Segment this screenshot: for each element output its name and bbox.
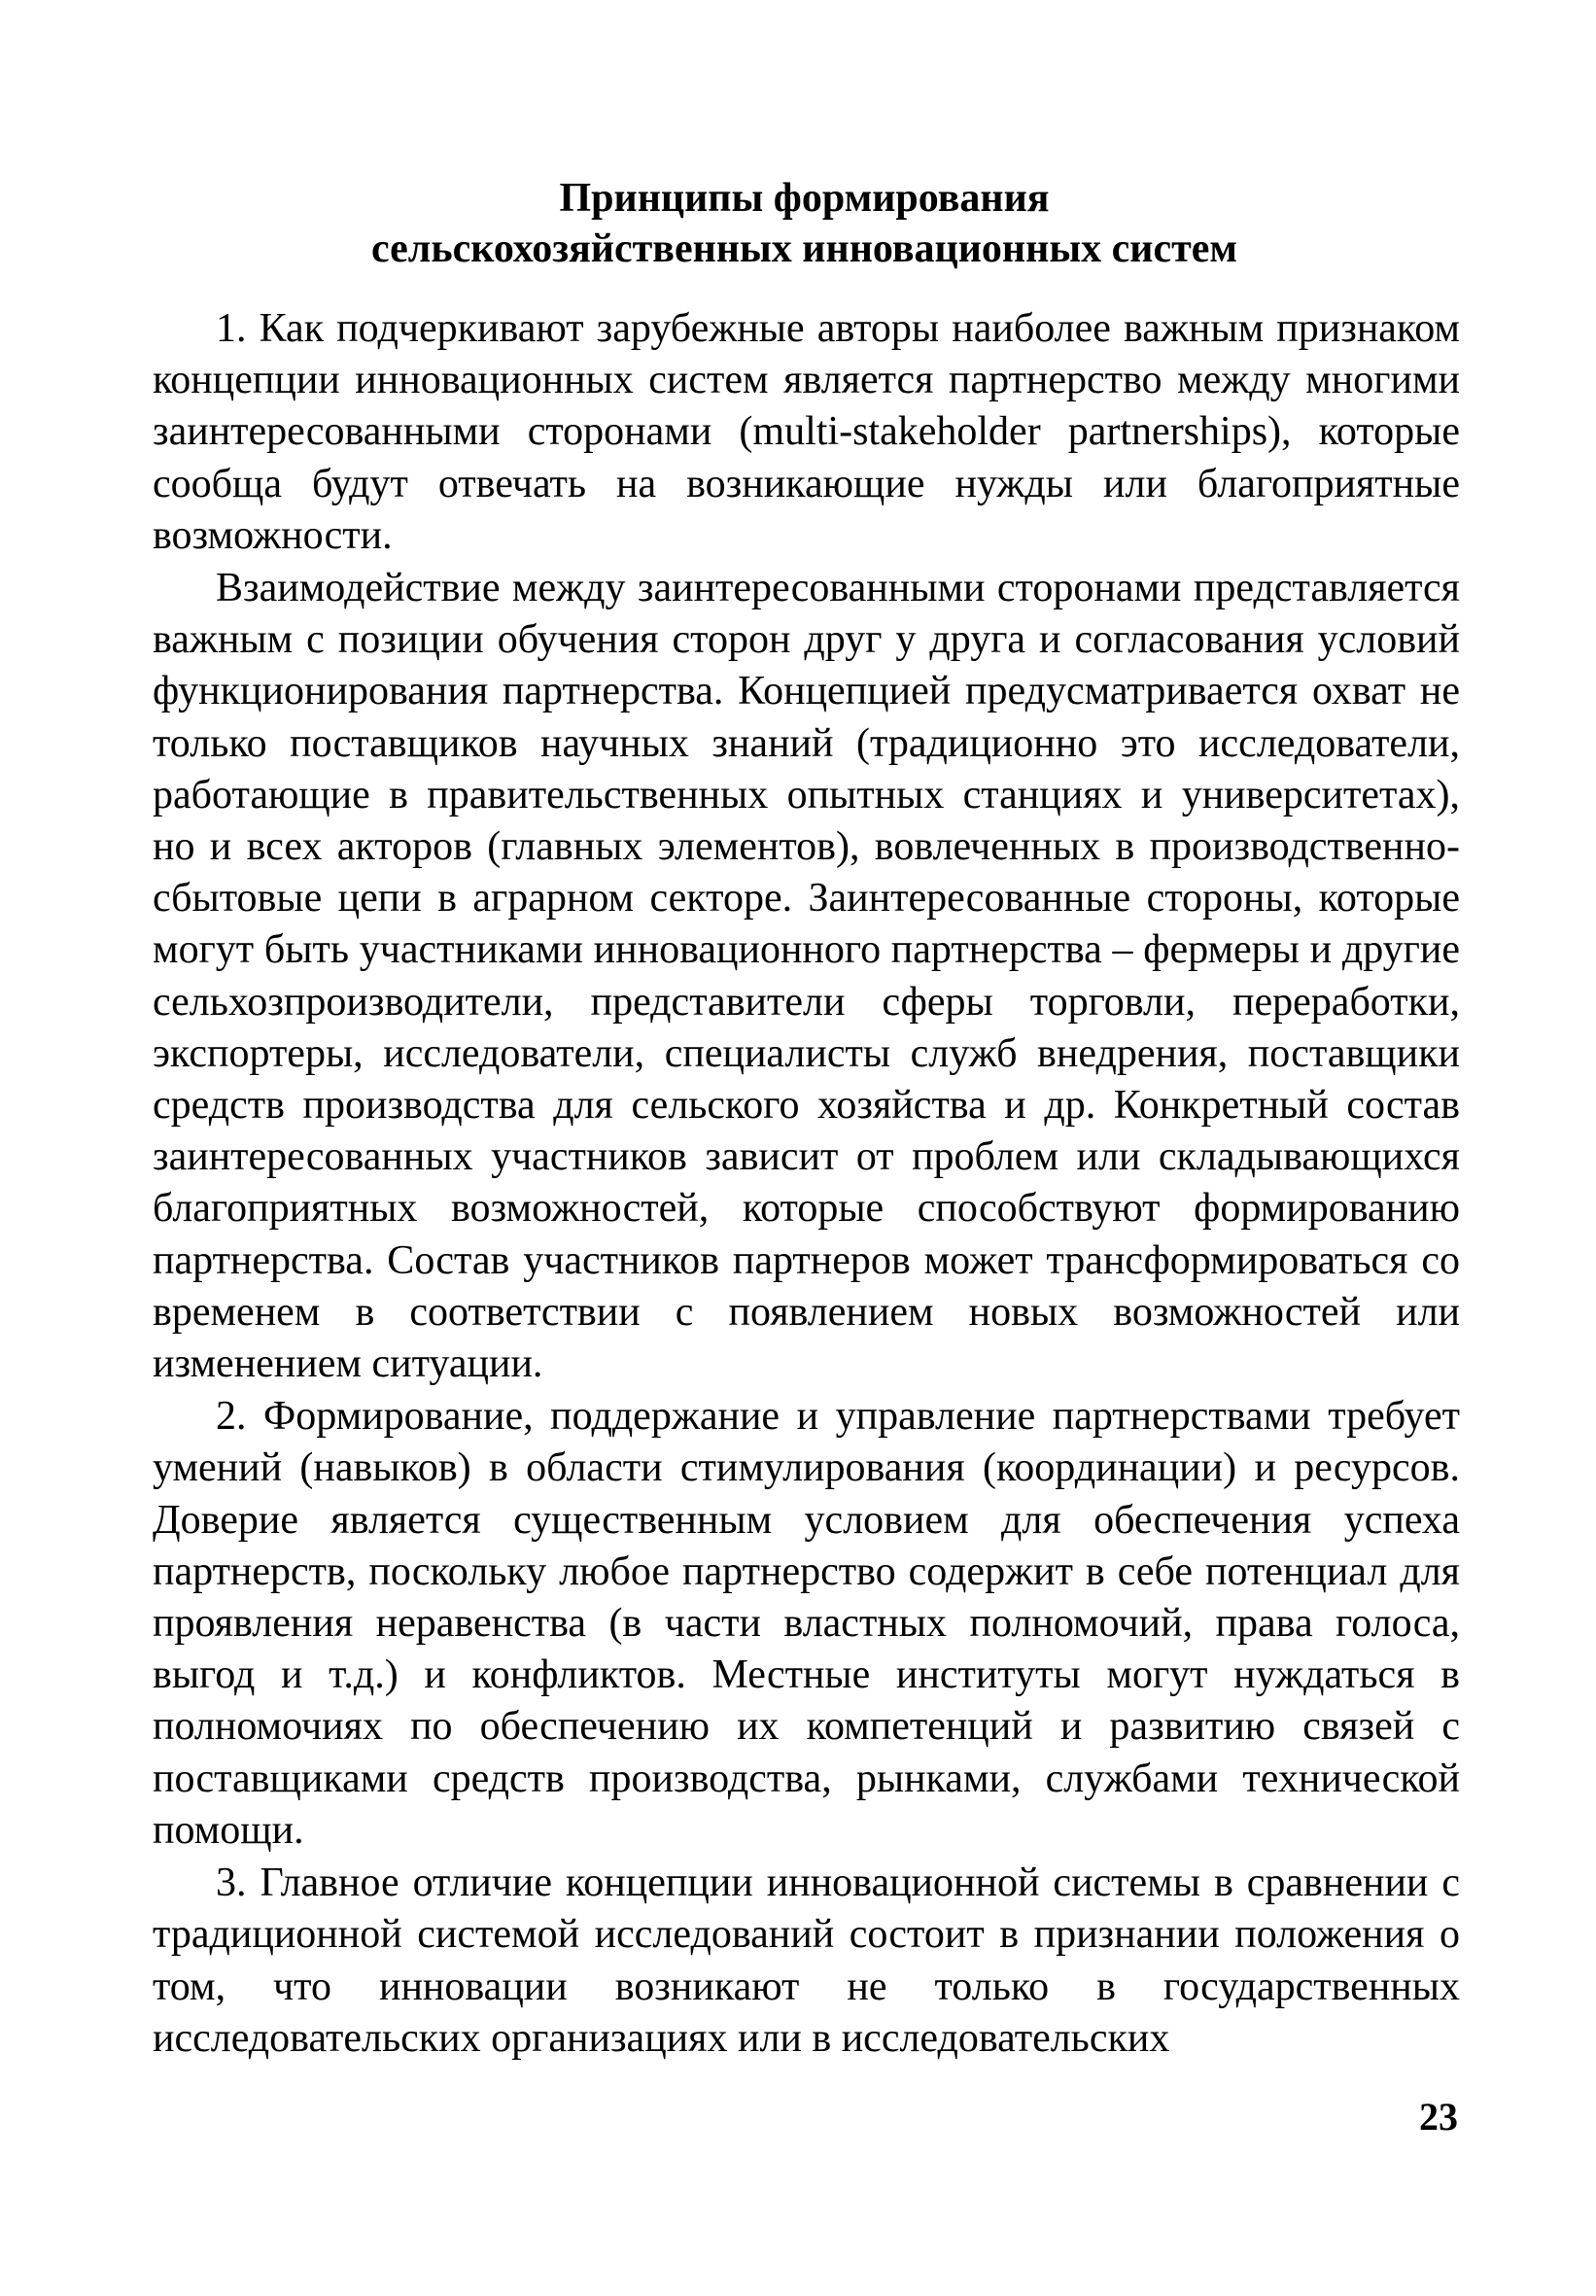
page-number: 23 [1419, 2095, 1458, 2139]
paragraph-1: 1. Как подчеркивают зарубежные авторы наиболее важным признаком концепции инновационных систем является партнерство между многими заинтересованными сторонами (multi-stakeholder partnerships), которые сообща будут отвечать на возникающие нужды или благоприятные возможности. [153, 306, 1460, 558]
paragraph-3: 2. Формирование, поддержание и управление партнерствами требует умений (навыков) в области стимулирования (координации) и ресурсов. Доверие является существенным условием для обеспечения успеха партнерств, поскольку любое партнерство содержит в себе потенциал для проявления неравенства (в части властных полномочий, права голоса, выгод и т.д.) и конфликтов. Местные институты могут нуждаться в полномочиях по обеспечению их компетенций и развитию связей с поставщиками средств производства, рынками, службами технической помощи. [153, 1394, 1460, 1853]
body-text [153, 303, 1460, 2066]
section-title [151, 173, 1458, 274]
paragraph-4: 3. Главное отличие концепции инновационной системы в сравнении с традиционной системой исследований состоит в признании положения о том, что инновации возникают не только в государственных исследовательских организациях или в исследовательских [153, 1861, 1460, 2061]
section-title-line-2: сельскохозяйственных инновационных систем [371, 226, 1237, 271]
paragraph-2: Взаимодействие между заинтересованными сторонами представляется важным с позиции обучения сторон друг у друга и согласования условий функционирования партнерства. Концепцией предусматривается охват не только поставщиков научных знаний (традиционно это исследователи, работающие в правительственных опытных станциях и университетах), но и всех акторов (главных элементов), вовлеченных в производственно-сбытовые цепи в аграрном секторе. Заинтересованные стороны, которые могут быть участниками инновационного партнерства – фермеры и другие сельхозпроизводители, представители сферы торговли, переработки, экспортеры, исследователи, специалисты служб внедрения, поставщики средств производства для сельского хозяйства и др. Конкретный состав заинтересованных участников зависит от проблем или складывающихся благоприятных возможностей, которые способствуют формированию партнерства. Состав участников партнеров может трансформироваться со временем в соответствии с появлением новых возможностей или изменением ситуации. [153, 566, 1460, 1387]
section-title-line-1: Принципы формирования [559, 176, 1050, 221]
